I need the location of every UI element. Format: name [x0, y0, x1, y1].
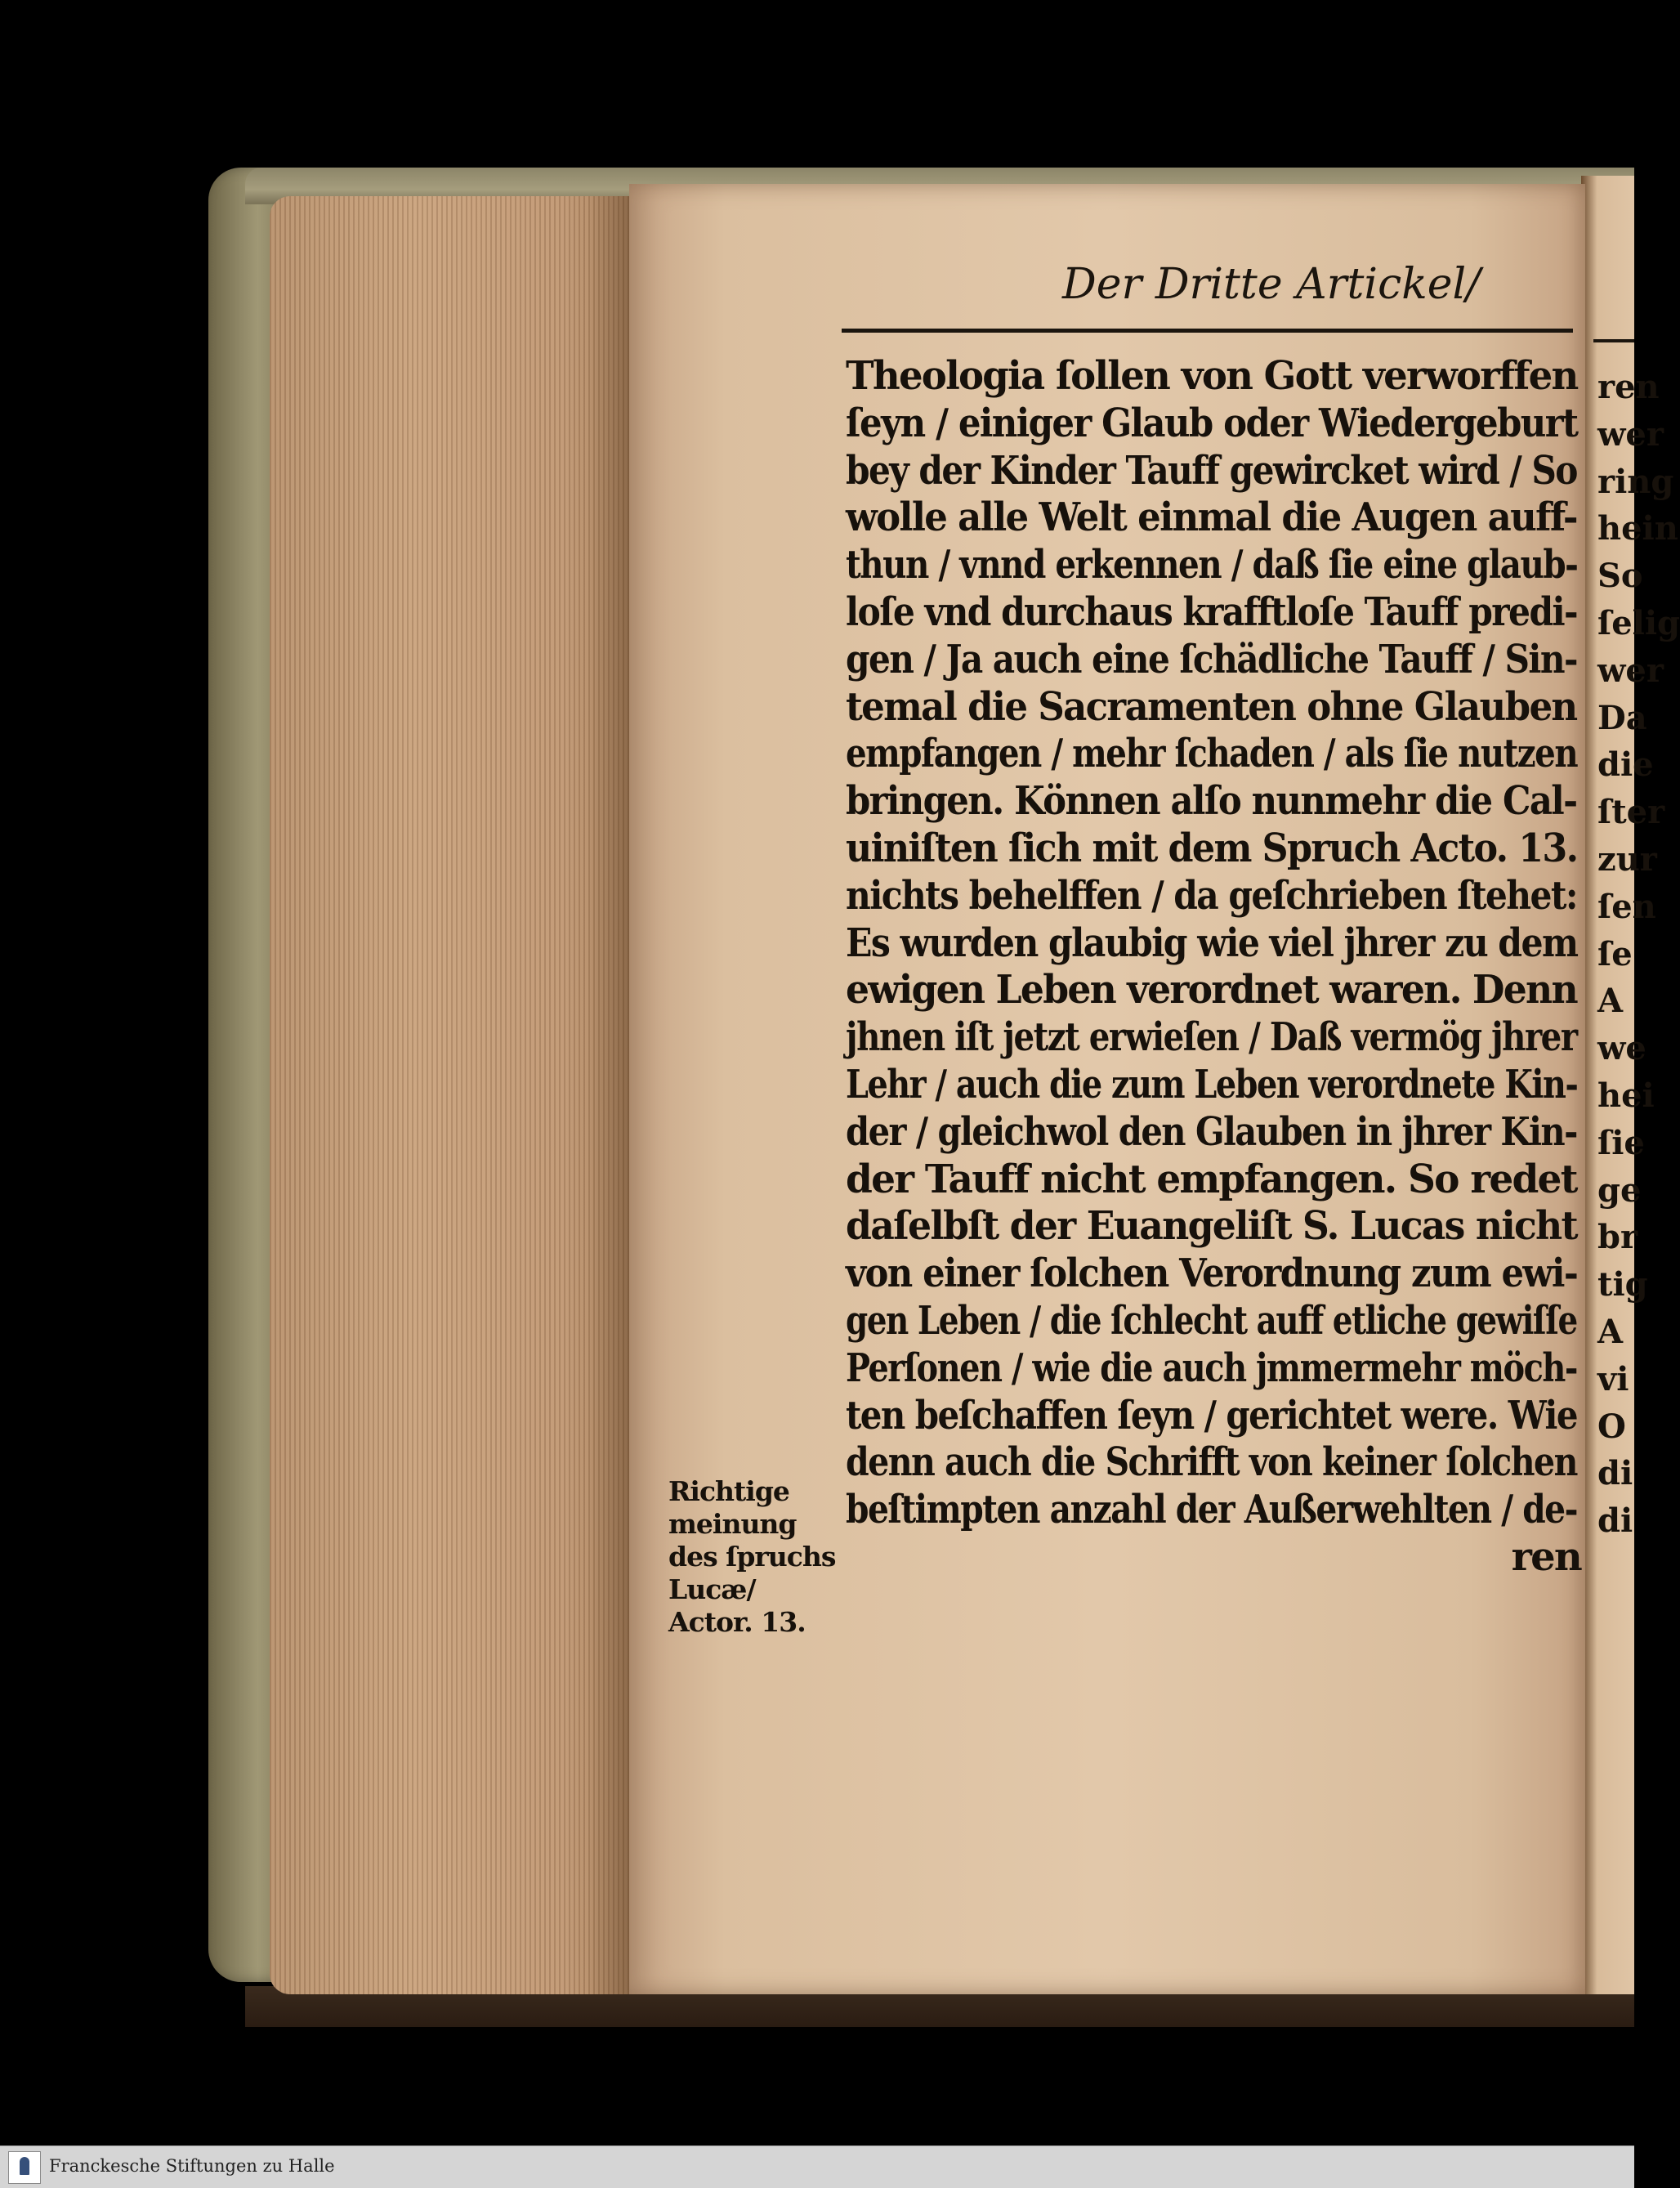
text-line: beſtimpten anzahl der Außerwehlten / de-: [846, 1487, 1577, 1533]
text-line: Perſonen / wie die auch jmmermehr möch-: [846, 1345, 1577, 1391]
marginal-note: [668, 1475, 844, 1639]
francke-foundation-logo-icon: [8, 2151, 41, 2184]
marginal-line: des ſpruchs: [668, 1541, 836, 1573]
facing-page-fragment: ſe: [1597, 934, 1633, 973]
facing-page-fragment: So: [1597, 557, 1643, 596]
text-line: thun / vnnd erkennen / daß ſie eine glaub-: [846, 542, 1578, 588]
facing-page-fragment: br: [1597, 1218, 1638, 1257]
facing-page-fragment: ſie: [1597, 1123, 1645, 1162]
facing-page-fragment: vi: [1597, 1359, 1629, 1398]
facing-page-fragment: A: [1597, 982, 1624, 1021]
facing-page-fragment: zur: [1597, 839, 1657, 879]
facing-page-fragment: di: [1597, 1454, 1633, 1493]
facing-page-text: [1597, 364, 1680, 1545]
facing-page-fragment: ſen: [1597, 887, 1656, 926]
facing-page-fragment: O: [1597, 1407, 1626, 1446]
facing-page-fragment: we: [1597, 1029, 1646, 1068]
catchword: ren: [1511, 1533, 1581, 1580]
text-line: daſelbſt der Euangeliſt S. Lucas nicht: [846, 1203, 1577, 1250]
facing-page-fragment: wer: [1597, 414, 1664, 454]
body-text: [846, 353, 1581, 1582]
facing-page-fragment: ſter: [1597, 793, 1665, 832]
text-line: denn auch die Schrifft von keiner ſolchen: [846, 1439, 1577, 1486]
footer-bar: [0, 2145, 1634, 2188]
facing-page-fragment: hei: [1597, 1076, 1655, 1115]
text-line: Theologia ſollen von Gott verworffen: [846, 353, 1578, 399]
facing-page-fragment: A: [1597, 1312, 1624, 1351]
text-line: ewigen Leben verordnet waren. Denn: [846, 967, 1577, 1013]
text-line: nichts behelffen / da geſchrieben ſtehet:: [846, 872, 1577, 919]
text-line: ten beſchaffen ſeyn / gerichtet were. Wie: [846, 1392, 1577, 1439]
text-line: Es wurden glaubig wie viel jhrer zu dem: [846, 919, 1578, 966]
facing-page-fragment: ren: [1597, 368, 1660, 406]
text-line: bringen. Können alſo nunmehr die Cal-: [846, 778, 1577, 825]
facing-page-fragment: die: [1597, 745, 1654, 785]
text-line: der / gleichwol den Glauben in jhrer Kin-: [846, 1108, 1577, 1155]
header-rule: [842, 329, 1573, 333]
footer-institution: Franckesche Stiftungen zu Halle: [49, 2156, 335, 2176]
facing-header-rule: [1593, 339, 1634, 342]
marginal-line: Richtige: [668, 1475, 789, 1507]
text-line: von einer ſolchen Verordnung zum ewi-: [846, 1251, 1578, 1297]
text-line: gen / Ja auch eine ſchädliche Tauff / Sin-: [846, 636, 1577, 682]
text-line: temal die Sacramenten ohne Glauben: [846, 683, 1577, 730]
facing-page-fragment: Da: [1597, 698, 1647, 737]
text-line: der Tauff nicht empfangen. So redet: [846, 1156, 1577, 1202]
text-line: empfangen / mehr ſchaden / als ſie nutzen: [846, 731, 1578, 777]
marginal-line: Lucæ/: [668, 1573, 756, 1605]
text-line: bey der Kinder Tauff gewircket wird / So: [846, 447, 1577, 494]
logo-glyph: [20, 2157, 29, 2175]
facing-page-fragment: tig: [1597, 1265, 1648, 1304]
running-head: Der Dritte Artickel/: [1062, 260, 1481, 309]
text-line: gen Leben / die ſchlecht auff etliche gewiſſe: [846, 1297, 1577, 1344]
marginal-line: meinung: [668, 1508, 797, 1540]
facing-page-fragment: ring: [1597, 462, 1674, 501]
text-line: loſe vnd durchaus krafftloſe Tauff predi-: [846, 588, 1578, 635]
facing-page-fragment: ſelig: [1597, 603, 1680, 642]
facing-page-fragment: wer: [1597, 651, 1664, 690]
text-line: jhnen iſt jetzt erwieſen / Daß vermög jhrer: [846, 1014, 1577, 1061]
facing-page-fragment: hein: [1597, 509, 1678, 548]
page-edges: [270, 196, 637, 1994]
facing-page-fragment: ge: [1597, 1170, 1642, 1210]
marginal-line: Actor. 13.: [668, 1606, 806, 1638]
text-line: uiniſten ſich mit dem Spruch Acto. 13.: [846, 825, 1578, 871]
text-line: Lehr / auch die zum Leben verordnete Kin-: [846, 1061, 1578, 1107]
text-line: ſeyn / einiger Glaub oder Wiedergeburt: [846, 400, 1578, 446]
text-line: wolle alle Welt einmal die Augen auff-: [846, 494, 1577, 541]
facing-page-fragment: di: [1597, 1501, 1633, 1541]
